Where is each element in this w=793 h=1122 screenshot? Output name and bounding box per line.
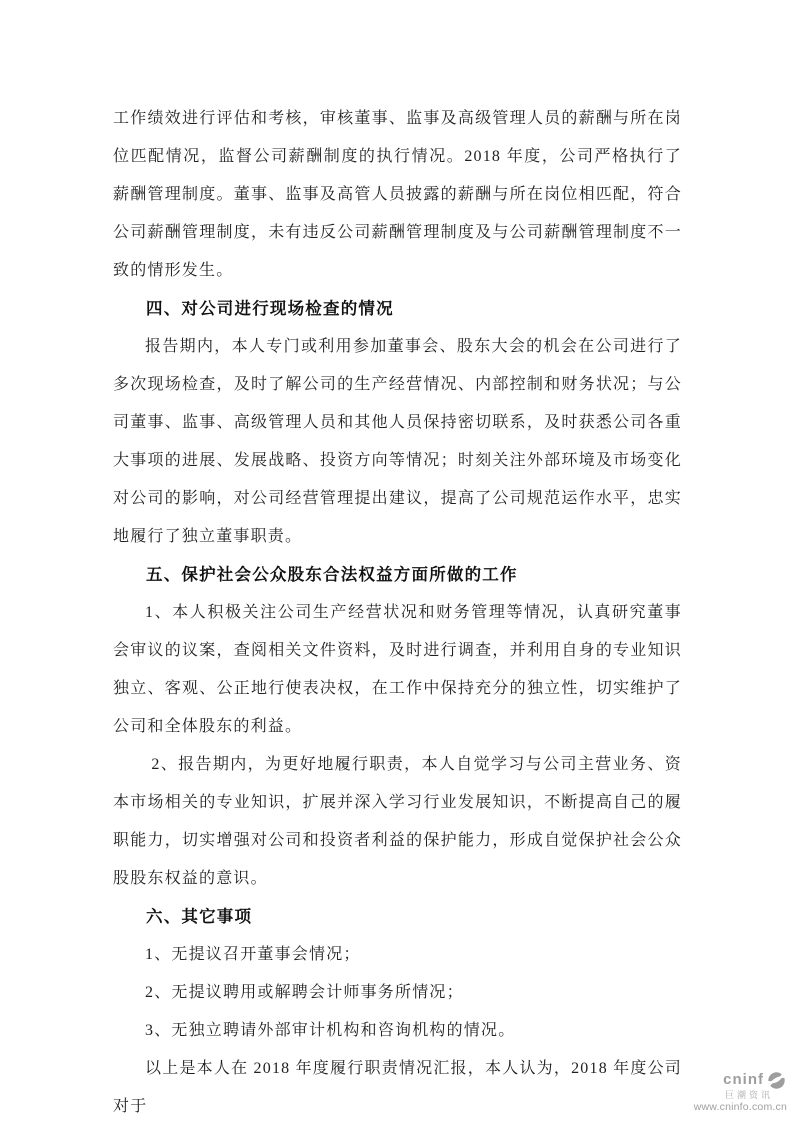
list-item-no-external-audit: 3、无独立聘请外部审计机构和咨询机构的情况。 xyxy=(145,1022,516,1039)
section-heading-5: 五、保护社会公众股东合法权益方面所做的工作 xyxy=(146,566,518,584)
list-item-no-board-proposal: 1、无提议召开董事会情况； xyxy=(145,946,361,963)
paragraph-salary-review: 工作绩效进行评估和考核，审核董事、监事及高级管理人员的薪酬与所在岗位匹配情况，监督公司薪酬制度的执行情况。2018 年度，公司严格执行了薪酬管理制度。董事、监事及高管人员披露的薪酬与所在岗位相匹配，符合公司薪酬管理制度，未有违反公司薪酬管理制度及与公司薪酬管理制度不一致的情形发生。 xyxy=(113,110,682,279)
cninfo-brand-text: cninf xyxy=(723,1070,764,1088)
paragraph-onsite-inspection: 报告期内，本人专门或利用参加董事会、股东大会的机会在公司进行了多次现场检查，及时了解公司的生产经营情况、内部控制和财务状况；与公司董事、监事、高级管理人员和其他人员保持密切联系，及时获悉公司各重大事项的进展、发展战略、投资方向等情况；时刻关注外部环境及市场变化对公司的影响，对公司经营管理提出建议，提高了公司规范运作水平，忠实地履行了独立董事职责。 xyxy=(113,338,682,545)
cninfo-chinese-name: 巨潮资讯 xyxy=(724,1089,773,1100)
cninfo-swirl-icon xyxy=(766,1071,787,1090)
paragraph-shareholder-protection-2: 2、报告期内，为更好地履行职责，本人自觉学习与公司主营业务、资本市场相关的专业知识，扩展并深入学习行业发展知识，不断提高自己的履职能力，切实增强对公司和投资者利益的保护能力，形成自觉保护社会公众股股东权益的意识。 xyxy=(113,756,682,887)
cninfo-watermark xyxy=(694,1071,787,1114)
section-heading-6: 六、其它事项 xyxy=(146,908,253,926)
document-content xyxy=(113,100,682,1122)
list-item-no-accounting-firm-proposal: 2、无提议聘用或解聘会计师事务所情况； xyxy=(145,984,464,1001)
section-heading-4: 四、对公司进行现场检查的情况 xyxy=(146,300,394,318)
paragraph-closing-summary: 以上是本人在 2018 年度履行职责情况汇报，本人认为，2018 年度公司对于 xyxy=(113,1060,682,1115)
paragraph-shareholder-protection-1: 1、本人积极关注公司生产经营状况和财务管理等情况，认真研究董事会审议的议案，查阅相关文件资料，及时进行调查，并利用自身的专业知识独立、客观、公正地行使表决权，在工作中保持充分的独立性，切实维护了公司和全体股东的利益。 xyxy=(113,604,682,735)
cninfo-url: www.cninfo.com.cn xyxy=(693,1101,787,1114)
cninfo-logo xyxy=(694,1071,787,1090)
